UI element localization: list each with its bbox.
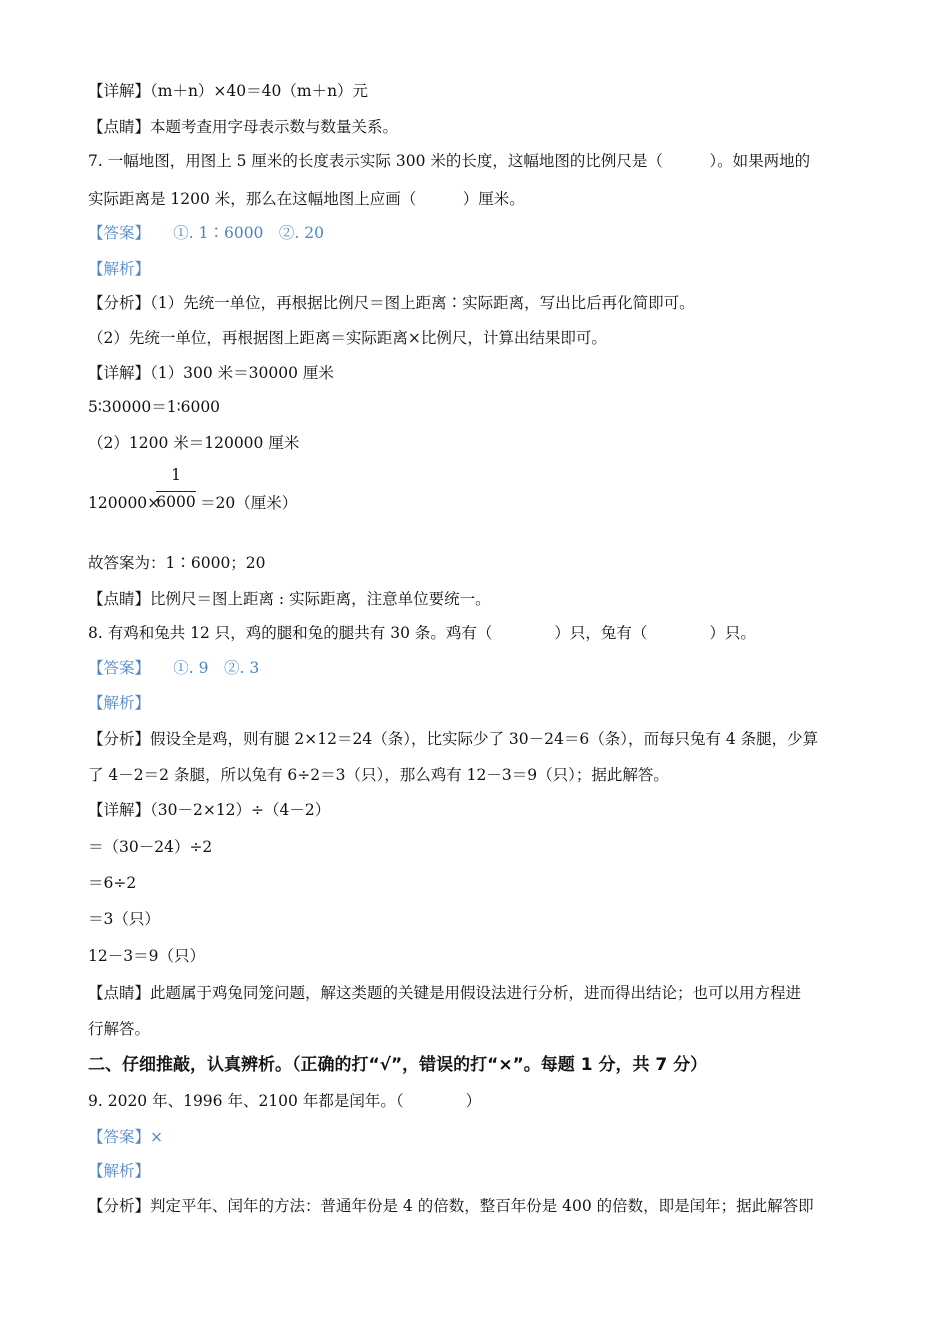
analysis-label-7: 【解析】: [88, 260, 151, 278]
question-9: 9. 2020 年、1996 年、2100 年都是闰年。（ ）: [88, 1092, 482, 1110]
fraction-denominator: 6000: [156, 493, 196, 511]
comment-text: 【点睛】本题考查用字母表示数与数量关系。: [88, 118, 399, 136]
detail-8-line-5: 12－3＝9（只）: [88, 947, 205, 965]
analysis-8-line-2: 了 4－2＝2 条腿，所以兔有 6÷2＝3（只），那么鸡有 12－3＝9（只）；据此解答。: [88, 766, 669, 784]
question-7-line-2: 实际距离是 1200 米，那么在这幅地图上应画（ ）厘米。: [88, 190, 525, 208]
detail-text: 【详解】（m＋n）×40＝40（m＋n）元: [88, 82, 369, 100]
question-8: 8. 有鸡和兔共 12 只，鸡的腿和兔的腿共有 30 条。鸡有（ ）只，兔有（ ）只。: [88, 624, 756, 642]
analysis-label-9: 【解析】: [88, 1162, 151, 1180]
expression-right: ＝20（厘米）: [200, 494, 298, 512]
analysis-7-line-1: 【分析】（1）先统一单位，再根据比例尺＝图上距离∶实际距离，写出比后再化简即可。: [88, 294, 695, 312]
answer-9: 【答案】×: [88, 1128, 163, 1146]
analysis-label-8: 【解析】: [88, 694, 151, 712]
section-2-heading: 二、仔细推敲，认真辨析。（正确的打“√”，错误的打“×”。每题 1 分，共 7 分）: [88, 1055, 708, 1075]
analysis-9: 【分析】判定平年、闰年的方法：普通年份是 4 的倍数，整百年份是 400 的倍数，即是闰年；据此解答即: [88, 1197, 814, 1215]
detail-7-line-3: （2）1200 米＝120000 厘米: [88, 434, 300, 452]
detail-8-line-3: ＝6÷2: [88, 874, 137, 892]
comment-8-line-1: 【点睛】此题属于鸡兔同笼问题，解这类题的关键是用假设法进行分析，进而得出结论；也可以用方程进: [88, 984, 802, 1002]
detail-7-line-1: 【详解】（1）300 米＝30000 厘米: [88, 364, 334, 382]
analysis-7-line-2: （2）先统一单位，再根据图上距离＝实际距离×比例尺，计算出结果即可。: [88, 329, 607, 347]
comment-7: 【点睛】比例尺＝图上距离 : 实际距离，注意单位要统一。: [88, 590, 491, 608]
answer-7: 【答案】 ①. 1∶6000 ②. 20: [88, 224, 324, 242]
fraction-numerator: 1: [171, 466, 181, 484]
fraction-bar: [156, 491, 196, 492]
analysis-8-line-1: 【分析】假设全是鸡，则有腿 2×12＝24（条），比实际少了 30－24＝6（条），而每只兔有 4 条腿，少算: [88, 730, 819, 748]
expression-left: 120000×: [88, 494, 161, 512]
final-answer-7: 故答案为：1∶6000；20: [88, 554, 266, 572]
comment-8-line-2: 行解答。: [88, 1020, 151, 1038]
detail-8-line-1: 【详解】（30－2×12）÷（4－2）: [88, 801, 331, 819]
detail-8-line-4: ＝3（只）: [88, 910, 160, 928]
detail-8-line-2: ＝（30－24）÷2: [88, 838, 213, 856]
detail-7-line-2: 5∶30000＝1∶6000: [88, 398, 221, 416]
answer-8: 【答案】 ①. 9 ②. 3: [88, 659, 260, 677]
question-7-line-1: 7. 一幅地图，用图上 5 厘米的长度表示实际 300 米的长度，这幅地图的比例尺是（ ）。如果两地的: [88, 152, 811, 170]
